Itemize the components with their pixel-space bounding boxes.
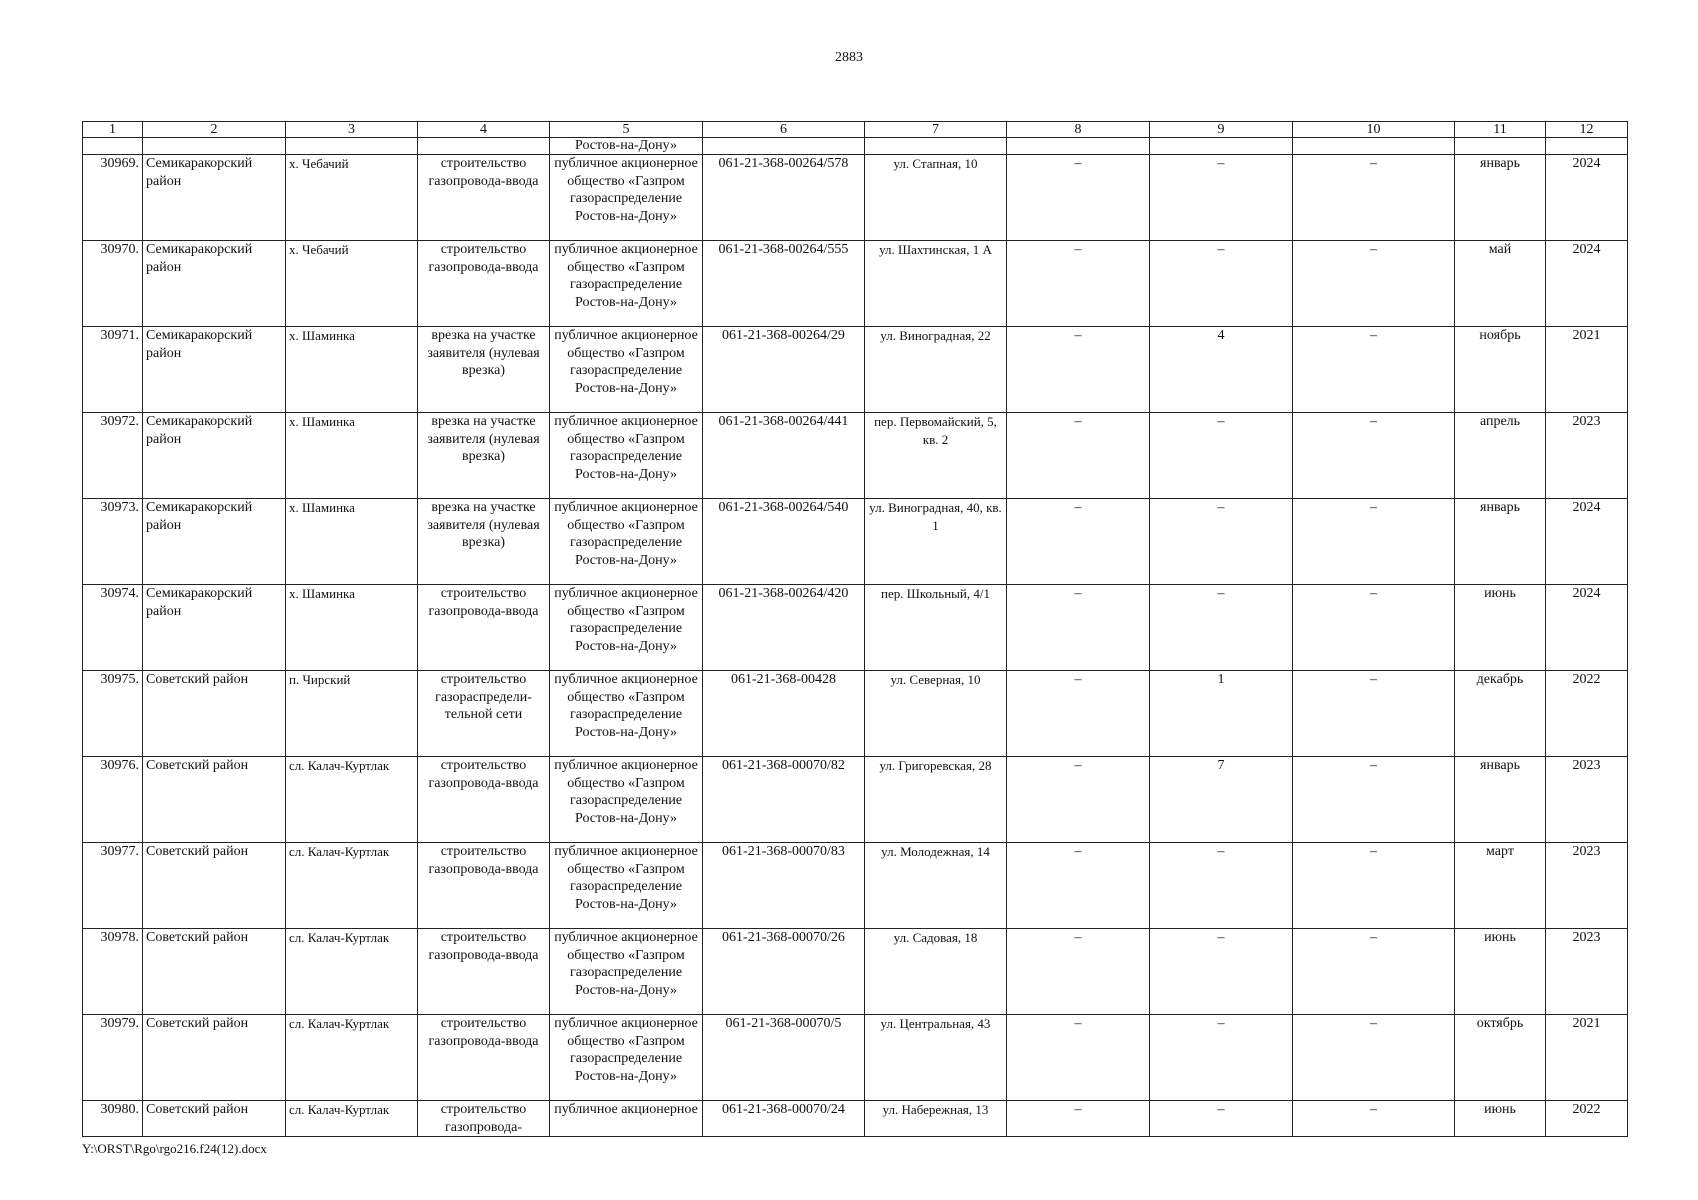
row-col-11: январь xyxy=(1455,757,1546,843)
row-col-12: 2021 xyxy=(1546,1015,1628,1101)
data-table xyxy=(82,121,1628,1137)
row-col-9: – xyxy=(1150,585,1293,671)
row-col-12: 2024 xyxy=(1546,585,1628,671)
row-col-6: 061-21-368-00070/24 xyxy=(703,1101,865,1137)
continuation-col-7 xyxy=(865,138,1007,155)
row-col-6: 061-21-368-00264/420 xyxy=(703,585,865,671)
row-col-6: 061-21-368-00070/82 xyxy=(703,757,865,843)
row-col-4: строительство газопровода-ввода xyxy=(418,929,550,1015)
row-col-5: публичное акционерное общество «Газпром газораспределение Ростов-на-Дону» xyxy=(550,843,703,929)
row-col-5: публичное акционерное общество «Газпром газораспределение Ростов-на-Дону» xyxy=(550,155,703,241)
continuation-col-3 xyxy=(286,138,418,155)
row-col-4: строительство газопровода-ввода xyxy=(418,757,550,843)
row-col-12: 2023 xyxy=(1546,929,1628,1015)
file-path-footer: Y:\ORST\Rgo\rgo216.f24(12).docx xyxy=(82,1141,267,1156)
row-col-10: – xyxy=(1293,1101,1455,1137)
row-col-8: – xyxy=(1007,1101,1150,1137)
continuation-row xyxy=(83,138,1628,155)
row-col-10: – xyxy=(1293,499,1455,585)
row-col-6: 061-21-368-00264/555 xyxy=(703,241,865,327)
row-col-6: 061-21-368-00264/29 xyxy=(703,327,865,413)
row-col-12: 2023 xyxy=(1546,413,1628,499)
row-col-2: Семикаракорский район xyxy=(143,241,286,327)
row-col-1: 30975. xyxy=(83,671,143,757)
row-col-2: Советский район xyxy=(143,1015,286,1101)
continuation-col-8 xyxy=(1007,138,1150,155)
row-col-7: ул. Центральная, 43 xyxy=(865,1015,1007,1101)
row-col-8: – xyxy=(1007,1015,1150,1101)
row-col-12: 2021 xyxy=(1546,327,1628,413)
row-col-1: 30971. xyxy=(83,327,143,413)
table-row xyxy=(83,413,1628,499)
row-col-6: 061-21-368-00070/83 xyxy=(703,843,865,929)
header-col-2: 2 xyxy=(143,122,286,138)
row-col-5: публичное акционерное xyxy=(550,1101,703,1137)
row-col-9: 7 xyxy=(1150,757,1293,843)
row-col-9: – xyxy=(1150,843,1293,929)
header-col-11: 11 xyxy=(1455,122,1546,138)
row-col-8: – xyxy=(1007,155,1150,241)
row-col-7: ул. Набережная, 13 xyxy=(865,1101,1007,1137)
row-col-2: Семикаракорский район xyxy=(143,413,286,499)
row-col-6: 061-21-368-00264/540 xyxy=(703,499,865,585)
header-col-1: 1 xyxy=(83,122,143,138)
row-col-7: ул. Шахтинская, 1 А xyxy=(865,241,1007,327)
table-row xyxy=(83,1015,1628,1101)
row-col-10: – xyxy=(1293,327,1455,413)
row-col-7: ул. Виноградная, 22 xyxy=(865,327,1007,413)
header-col-4: 4 xyxy=(418,122,550,138)
row-col-1: 30973. xyxy=(83,499,143,585)
row-col-8: – xyxy=(1007,671,1150,757)
row-col-5: публичное акционерное общество «Газпром газораспределение Ростов-на-Дону» xyxy=(550,1015,703,1101)
table-row xyxy=(83,843,1628,929)
row-col-10: – xyxy=(1293,585,1455,671)
row-col-12: 2024 xyxy=(1546,241,1628,327)
row-col-7: ул. Молодежная, 14 xyxy=(865,843,1007,929)
row-col-11: октябрь xyxy=(1455,1015,1546,1101)
header-col-7: 7 xyxy=(865,122,1007,138)
table-row xyxy=(83,757,1628,843)
header-col-6: 6 xyxy=(703,122,865,138)
row-col-2: Советский район xyxy=(143,1101,286,1137)
row-col-1: 30980. xyxy=(83,1101,143,1137)
row-col-1: 30976. xyxy=(83,757,143,843)
row-col-1: 30970. xyxy=(83,241,143,327)
row-col-10: – xyxy=(1293,155,1455,241)
row-col-6: 061-21-368-00070/5 xyxy=(703,1015,865,1101)
row-col-5: публичное акционерное общество «Газпром газораспределение Ростов-на-Дону» xyxy=(550,585,703,671)
row-col-9: – xyxy=(1150,155,1293,241)
table-row xyxy=(83,671,1628,757)
row-col-1: 30978. xyxy=(83,929,143,1015)
header-col-3: 3 xyxy=(286,122,418,138)
row-col-11: январь xyxy=(1455,155,1546,241)
row-col-8: – xyxy=(1007,499,1150,585)
continuation-col-9 xyxy=(1150,138,1293,155)
row-col-9: – xyxy=(1150,413,1293,499)
row-col-10: – xyxy=(1293,671,1455,757)
row-col-12: 2022 xyxy=(1546,671,1628,757)
row-col-5: публичное акционерное общество «Газпром газораспределение Ростов-на-Дону» xyxy=(550,757,703,843)
row-col-7: ул. Садовая, 18 xyxy=(865,929,1007,1015)
row-col-5: публичное акционерное общество «Газпром газораспределение Ростов-на-Дону» xyxy=(550,671,703,757)
row-col-5: публичное акционерное общество «Газпром газораспределение Ростов-на-Дону» xyxy=(550,499,703,585)
row-col-11: июнь xyxy=(1455,929,1546,1015)
row-col-11: декабрь xyxy=(1455,671,1546,757)
row-col-8: – xyxy=(1007,757,1150,843)
row-col-4: врезка на участке заявителя (нулевая врезка) xyxy=(418,499,550,585)
row-col-11: июнь xyxy=(1455,585,1546,671)
row-col-4: строительство газопровода-ввода xyxy=(418,585,550,671)
row-col-8: – xyxy=(1007,241,1150,327)
row-col-4: врезка на участке заявителя (нулевая врезка) xyxy=(418,413,550,499)
row-col-9: 4 xyxy=(1150,327,1293,413)
row-col-2: Советский район xyxy=(143,843,286,929)
row-col-12: 2022 xyxy=(1546,1101,1628,1137)
row-col-3: х. Шаминка xyxy=(286,499,418,585)
row-col-2: Советский район xyxy=(143,757,286,843)
row-col-1: 30977. xyxy=(83,843,143,929)
row-col-11: май xyxy=(1455,241,1546,327)
row-col-10: – xyxy=(1293,1015,1455,1101)
row-col-7: ул. Стапная, 10 xyxy=(865,155,1007,241)
row-col-8: – xyxy=(1007,327,1150,413)
row-col-9: – xyxy=(1150,929,1293,1015)
continuation-col-5: Ростов-на-Дону» xyxy=(550,138,703,155)
continuation-col-12 xyxy=(1546,138,1628,155)
row-col-2: Советский район xyxy=(143,671,286,757)
row-col-4: строительство газопровода- xyxy=(418,1101,550,1137)
row-col-2: Семикаракорский район xyxy=(143,155,286,241)
row-col-11: январь xyxy=(1455,499,1546,585)
row-col-6: 061-21-368-00264/578 xyxy=(703,155,865,241)
row-col-6: 061-21-368-00070/26 xyxy=(703,929,865,1015)
row-col-2: Семикаракорский район xyxy=(143,327,286,413)
row-col-1: 30979. xyxy=(83,1015,143,1101)
row-col-9: – xyxy=(1150,1015,1293,1101)
row-col-11: апрель xyxy=(1455,413,1546,499)
row-col-11: ноябрь xyxy=(1455,327,1546,413)
row-col-4: строительство газопровода-ввода xyxy=(418,155,550,241)
row-col-8: – xyxy=(1007,843,1150,929)
row-col-3: п. Чирский xyxy=(286,671,418,757)
row-col-8: – xyxy=(1007,413,1150,499)
table-row xyxy=(83,499,1628,585)
row-col-10: – xyxy=(1293,843,1455,929)
row-col-3: х. Шаминка xyxy=(286,413,418,499)
row-col-7: ул. Виноградная, 40, кв. 1 xyxy=(865,499,1007,585)
row-col-5: публичное акционерное общество «Газпром газораспределение Ростов-на-Дону» xyxy=(550,241,703,327)
row-col-5: публичное акционерное общество «Газпром газораспределение Ростов-на-Дону» xyxy=(550,929,703,1015)
row-col-5: публичное акционерное общество «Газпром газораспределение Ростов-на-Дону» xyxy=(550,413,703,499)
row-col-10: – xyxy=(1293,929,1455,1015)
header-col-12: 12 xyxy=(1546,122,1628,138)
row-col-10: – xyxy=(1293,413,1455,499)
row-col-4: строительство газопровода-ввода xyxy=(418,241,550,327)
row-col-7: ул. Северная, 10 xyxy=(865,671,1007,757)
row-col-7: ул. Григоревская, 28 xyxy=(865,757,1007,843)
row-col-3: х. Чебачий xyxy=(286,155,418,241)
row-col-9: – xyxy=(1150,241,1293,327)
page-number: 2883 xyxy=(835,50,863,65)
row-col-12: 2023 xyxy=(1546,757,1628,843)
continuation-col-10 xyxy=(1293,138,1455,155)
row-col-7: пер. Школьный, 4/1 xyxy=(865,585,1007,671)
row-col-3: сл. Калач-Куртлак xyxy=(286,757,418,843)
continuation-col-4 xyxy=(418,138,550,155)
header-col-5: 5 xyxy=(550,122,703,138)
row-col-9: – xyxy=(1150,1101,1293,1137)
row-col-8: – xyxy=(1007,929,1150,1015)
row-col-12: 2024 xyxy=(1546,499,1628,585)
continuation-col-2 xyxy=(143,138,286,155)
row-col-4: строительство газораспредели-тельной сети xyxy=(418,671,550,757)
row-col-4: врезка на участке заявителя (нулевая врезка) xyxy=(418,327,550,413)
row-col-10: – xyxy=(1293,757,1455,843)
row-col-11: июнь xyxy=(1455,1101,1546,1137)
row-col-6: 061-21-368-00428 xyxy=(703,671,865,757)
row-col-4: строительство газопровода-ввода xyxy=(418,1015,550,1101)
row-col-3: х. Шаминка xyxy=(286,585,418,671)
row-col-6: 061-21-368-00264/441 xyxy=(703,413,865,499)
row-col-3: х. Шаминка xyxy=(286,327,418,413)
row-col-3: сл. Калач-Куртлак xyxy=(286,843,418,929)
row-col-2: Семикаракорский район xyxy=(143,585,286,671)
continuation-col-11 xyxy=(1455,138,1546,155)
row-col-3: сл. Калач-Куртлак xyxy=(286,929,418,1015)
header-col-8: 8 xyxy=(1007,122,1150,138)
row-col-1: 30974. xyxy=(83,585,143,671)
table-row xyxy=(83,241,1628,327)
table-row xyxy=(83,929,1628,1015)
row-col-4: строительство газопровода-ввода xyxy=(418,843,550,929)
row-col-8: – xyxy=(1007,585,1150,671)
row-col-9: 1 xyxy=(1150,671,1293,757)
row-col-12: 2024 xyxy=(1546,155,1628,241)
row-col-2: Советский район xyxy=(143,929,286,1015)
row-col-3: сл. Калач-Куртлак xyxy=(286,1101,418,1137)
header-col-10: 10 xyxy=(1293,122,1455,138)
row-col-9: – xyxy=(1150,499,1293,585)
header-col-9: 9 xyxy=(1150,122,1293,138)
table-row xyxy=(83,155,1628,241)
table-row xyxy=(83,1101,1628,1137)
row-col-7: пер. Первомайский, 5, кв. 2 xyxy=(865,413,1007,499)
row-col-5: публичное акционерное общество «Газпром газораспределение Ростов-на-Дону» xyxy=(550,327,703,413)
row-col-2: Семикаракорский район xyxy=(143,499,286,585)
column-number-header xyxy=(83,122,1628,138)
row-col-12: 2023 xyxy=(1546,843,1628,929)
row-col-10: – xyxy=(1293,241,1455,327)
continuation-col-1 xyxy=(83,138,143,155)
continuation-col-6 xyxy=(703,138,865,155)
table-row xyxy=(83,585,1628,671)
row-col-3: сл. Калач-Куртлак xyxy=(286,1015,418,1101)
row-col-3: х. Чебачий xyxy=(286,241,418,327)
table-row xyxy=(83,327,1628,413)
row-col-1: 30969. xyxy=(83,155,143,241)
row-col-11: март xyxy=(1455,843,1546,929)
row-col-1: 30972. xyxy=(83,413,143,499)
